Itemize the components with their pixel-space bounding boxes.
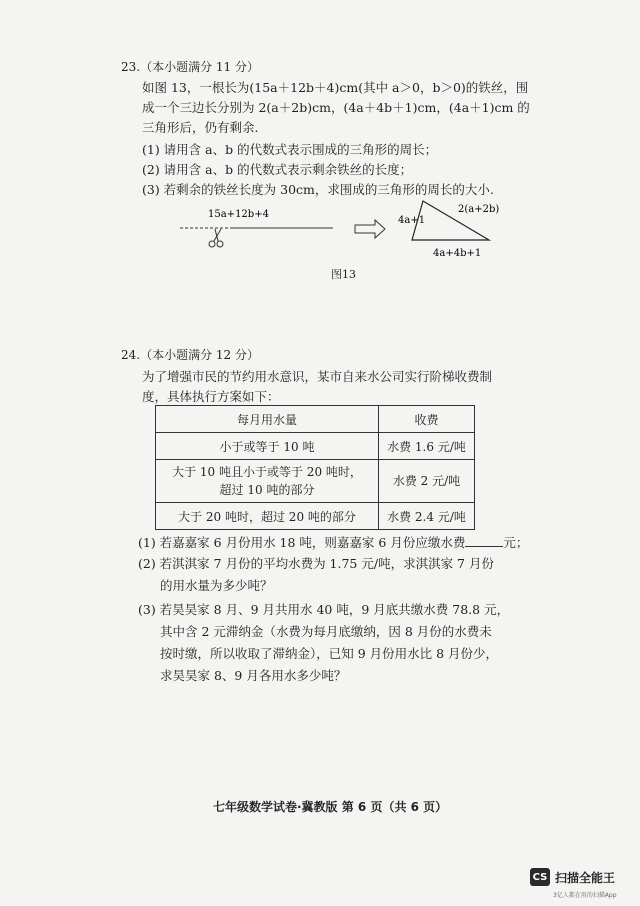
- wire-length-label: 15a+12b+4: [208, 209, 269, 220]
- table-row: [156, 433, 475, 460]
- q23-sub3: (3) 若剩余的铁丝长度为 30cm，求围成的三角形的周长的大小.: [142, 182, 494, 197]
- scanner-tagline: 3亿人都在用的扫描App: [553, 892, 617, 899]
- figure-13-caption: 图13: [331, 268, 356, 281]
- q24-sub3-line2: 其中含 2 元滞纳金（水费为每月底缴纳，因 8 月份的水费未: [160, 624, 492, 639]
- scanner-watermark: [530, 868, 615, 886]
- triangle-side-left-label: 4a+1: [398, 215, 426, 226]
- triangle-side-bottom-label: 4a+4b+1: [433, 248, 482, 259]
- q24-header: 24.（本小题满分 12 分）: [121, 348, 259, 362]
- row2-fee: 水费 2 元/吨: [379, 460, 475, 503]
- q24-sub1-unit: 元；: [503, 535, 529, 550]
- header-usage: 每月用水量: [156, 406, 379, 433]
- q23-intro-line2: 成一个三边长分别为 2(a＋2b)cm，(4a＋4b＋1)cm，(4a＋1)cm 的: [142, 100, 530, 115]
- header-fee: 收费: [379, 406, 475, 433]
- q24-intro-line2: 度，具体执行方案如下：: [142, 389, 280, 404]
- scissors-icon: [209, 229, 223, 247]
- q23-sub2: (2) 请用含 a、b 的代数式表示剩余铁丝的长度；: [142, 162, 413, 177]
- q24-sub2-line2: 的用水量为多少吨？: [160, 578, 273, 593]
- row2-usage-line1: 大于 10 吨且小于或等于 20 吨时，: [172, 465, 362, 479]
- q24-intro-line1: 为了增强市民的节约用水意识，某市自来水公司实行阶梯收费制: [142, 369, 493, 384]
- triangle-side-right-label: 2(a+2b): [458, 204, 500, 215]
- q24-sub3-line1: (3) 若昊昊家 8 月、9 月共用水 40 吨，9 月底共缴水费 78.8 元，: [138, 602, 510, 617]
- row2-usage: [156, 460, 379, 503]
- q24-sub3-line4: 求昊昊家 8、9 月各用水多少吨？: [160, 668, 347, 683]
- camscanner-logo-icon: CS: [530, 868, 550, 886]
- figure-13: [175, 198, 505, 266]
- table-row: [156, 503, 475, 530]
- answer-blank: [465, 535, 503, 547]
- q24-sub1-text: (1) 若嘉嘉家 6 月份用水 18 吨，则嘉嘉家 6 月份应缴水费: [138, 535, 466, 550]
- q24-sub1: [138, 533, 528, 551]
- q23-intro-line1: 如图 13，一根长为(15a＋12b＋4)cm(其中 a＞0，b＞0)的铁丝，围: [142, 80, 529, 95]
- row1-usage: 小于或等于 10 吨: [156, 433, 379, 460]
- page-footer: 七年级数学试卷·冀教版 第 6 页（共 6 页）: [213, 800, 448, 814]
- scanner-app-name: 扫描全能王: [555, 870, 616, 885]
- q24-sub3-line3: 按时缴，所以收取了滞纳金），已知 9 月份用水比 8 月份少，: [160, 646, 499, 661]
- arrow-right-icon: [355, 220, 385, 238]
- row3-usage: 大于 20 吨时，超过 20 吨的部分: [156, 503, 379, 530]
- q23-sub1: (1) 请用含 a、b 的代数式表示围成的三角形的周长；: [142, 142, 438, 157]
- q23-intro-line3: 三角形后，仍有剩余.: [142, 120, 259, 135]
- row3-fee: 水费 2.4 元/吨: [379, 503, 475, 530]
- q23-header: 23.（本小题满分 11 分）: [121, 60, 259, 74]
- q24-sub2-line1: (2) 若淇淇家 7 月份的平均水费为 1.75 元/吨，求淇淇家 7 月份: [138, 556, 494, 571]
- table-row: [156, 460, 475, 503]
- table-header-row: [156, 406, 475, 433]
- water-fee-table: [155, 405, 475, 530]
- row2-usage-line2: 超过 10 吨的部分: [219, 483, 315, 497]
- row1-fee: 水费 1.6 元/吨: [379, 433, 475, 460]
